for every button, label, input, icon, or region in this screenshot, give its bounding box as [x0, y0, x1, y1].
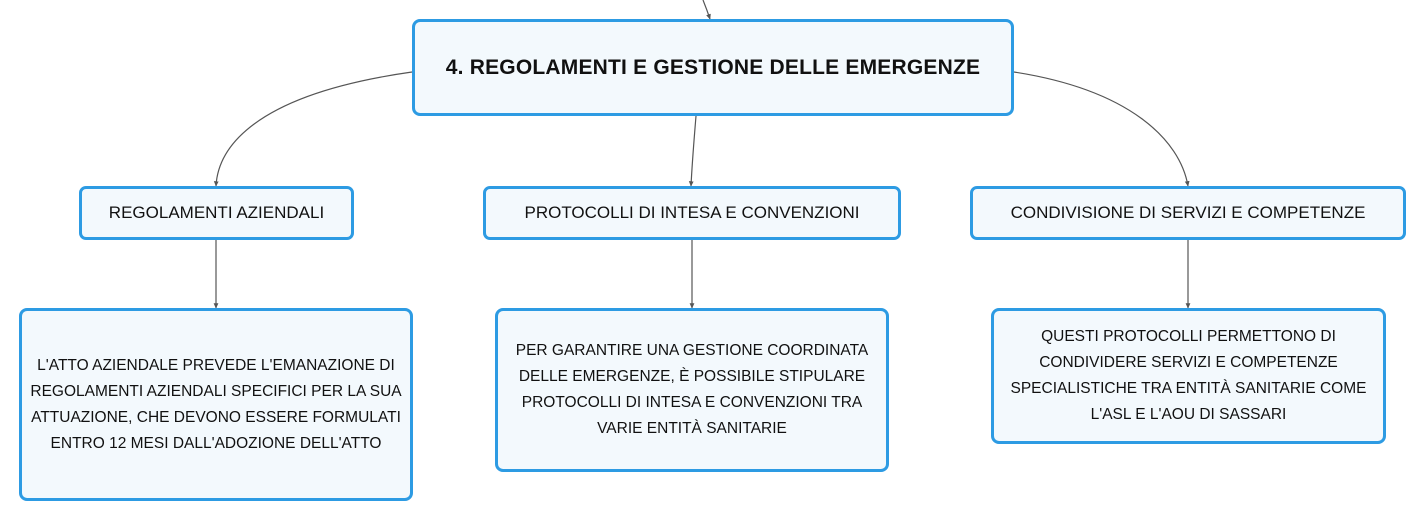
branch-label: REGOLAMENTI AZIENDALI	[108, 203, 325, 222]
description-node-protocolli-intesa[interactable]	[495, 308, 889, 472]
connector-main-to-branch-2	[691, 116, 696, 186]
description-node-condivisione-servizi[interactable]	[991, 308, 1386, 444]
connector-main-to-branch-3	[1014, 72, 1188, 186]
main-topic-label: 4. REGOLAMENTI E GESTIONE DELLE EMERGENZE	[445, 55, 981, 79]
branch-node-protocolli-intesa[interactable]	[483, 186, 901, 240]
description-text: PER GARANTIRE UNA GESTIONE COORDINATA DELLE EMERGENZE, È POSSIBILE STIPULARE PROTOCOLLI DI INTESA E CONVENZIONI TRA VARIE ENTITÀ SANITARIE	[515, 342, 869, 437]
branch-label: PROTOCOLLI DI INTESA E CONVENZIONI	[524, 203, 860, 222]
description-node-regolamenti-aziendali[interactable]	[19, 308, 413, 501]
branch-node-condivisione-servizi[interactable]	[970, 186, 1406, 240]
connector-parent-to-main	[703, 0, 710, 19]
branch-node-regolamenti-aziendali[interactable]	[79, 186, 354, 240]
branch-label: CONDIVISIONE DI SERVIZI E COMPETENZE	[1010, 203, 1366, 222]
connector-main-to-branch-1	[216, 72, 412, 186]
description-text: L'ATTO AZIENDALE PREVEDE L'EMANAZIONE DI REGOLAMENTI AZIENDALI SPECIFICI PER LA SUA ATTUAZIONE, CHE DEVONO ESSERE FORMULATI ENTRO 12 MESI DALL'ADOZIONE DELL'ATTO	[30, 356, 402, 452]
description-text: QUESTI PROTOCOLLI PERMETTONO DI CONDIVIDERE SERVIZI E COMPETENZE SPECIALISTICHE TRA ENTITÀ SANITARIE COME L'ASL E L'AOU DI SASSARI	[1010, 328, 1367, 423]
main-topic-node[interactable]	[412, 19, 1014, 116]
